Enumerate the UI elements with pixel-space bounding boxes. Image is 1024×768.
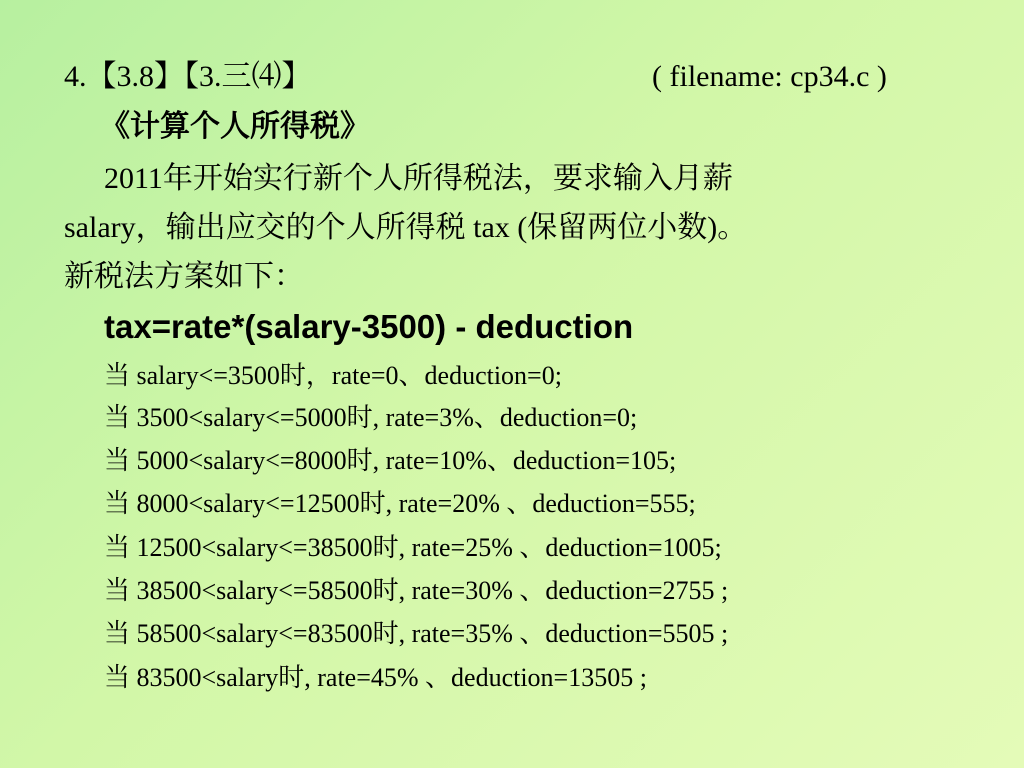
- rule-line: 当 3500<salary<=5000时, rate=3%、deduction=0;: [104, 403, 638, 432]
- rule-line: 当 58500<salary<=83500时, rate=35% 、deduction=5505 ;: [104, 619, 729, 648]
- exercise-title: 《计算个人所得税》: [100, 110, 370, 143]
- description-line-2: salary，输出应交的个人所得税 tax (保留两位小数)。: [64, 211, 748, 244]
- rule-line: 当 8000<salary<=12500时, rate=20% 、deduction=555;: [104, 489, 696, 518]
- filename-label: ( filename: cp34.c ): [652, 60, 887, 93]
- description-line-3: 新税法方案如下：: [64, 260, 304, 293]
- description-line-1: 2011年开始实行新个人所得税法，要求输入月薪: [104, 162, 733, 195]
- rule-line: 当 salary<=3500时，rate=0、deduction=0;: [104, 361, 562, 390]
- rule-line: 当 12500<salary<=38500时, rate=25% 、deduction=1005;: [104, 533, 722, 562]
- rule-line: 当 5000<salary<=8000时, rate=10%、deduction=105;: [104, 446, 677, 475]
- rule-line: 当 83500<salary时, rate=45% 、deduction=13505 ;: [104, 663, 647, 692]
- exercise-number: 4.【3.8】【3.三⑷】: [64, 60, 312, 93]
- rule-line: 当 38500<salary<=58500时, rate=30% 、deduction=2755 ;: [104, 576, 729, 605]
- tax-formula: tax=rate*(salary-3500) - deduction: [104, 308, 634, 345]
